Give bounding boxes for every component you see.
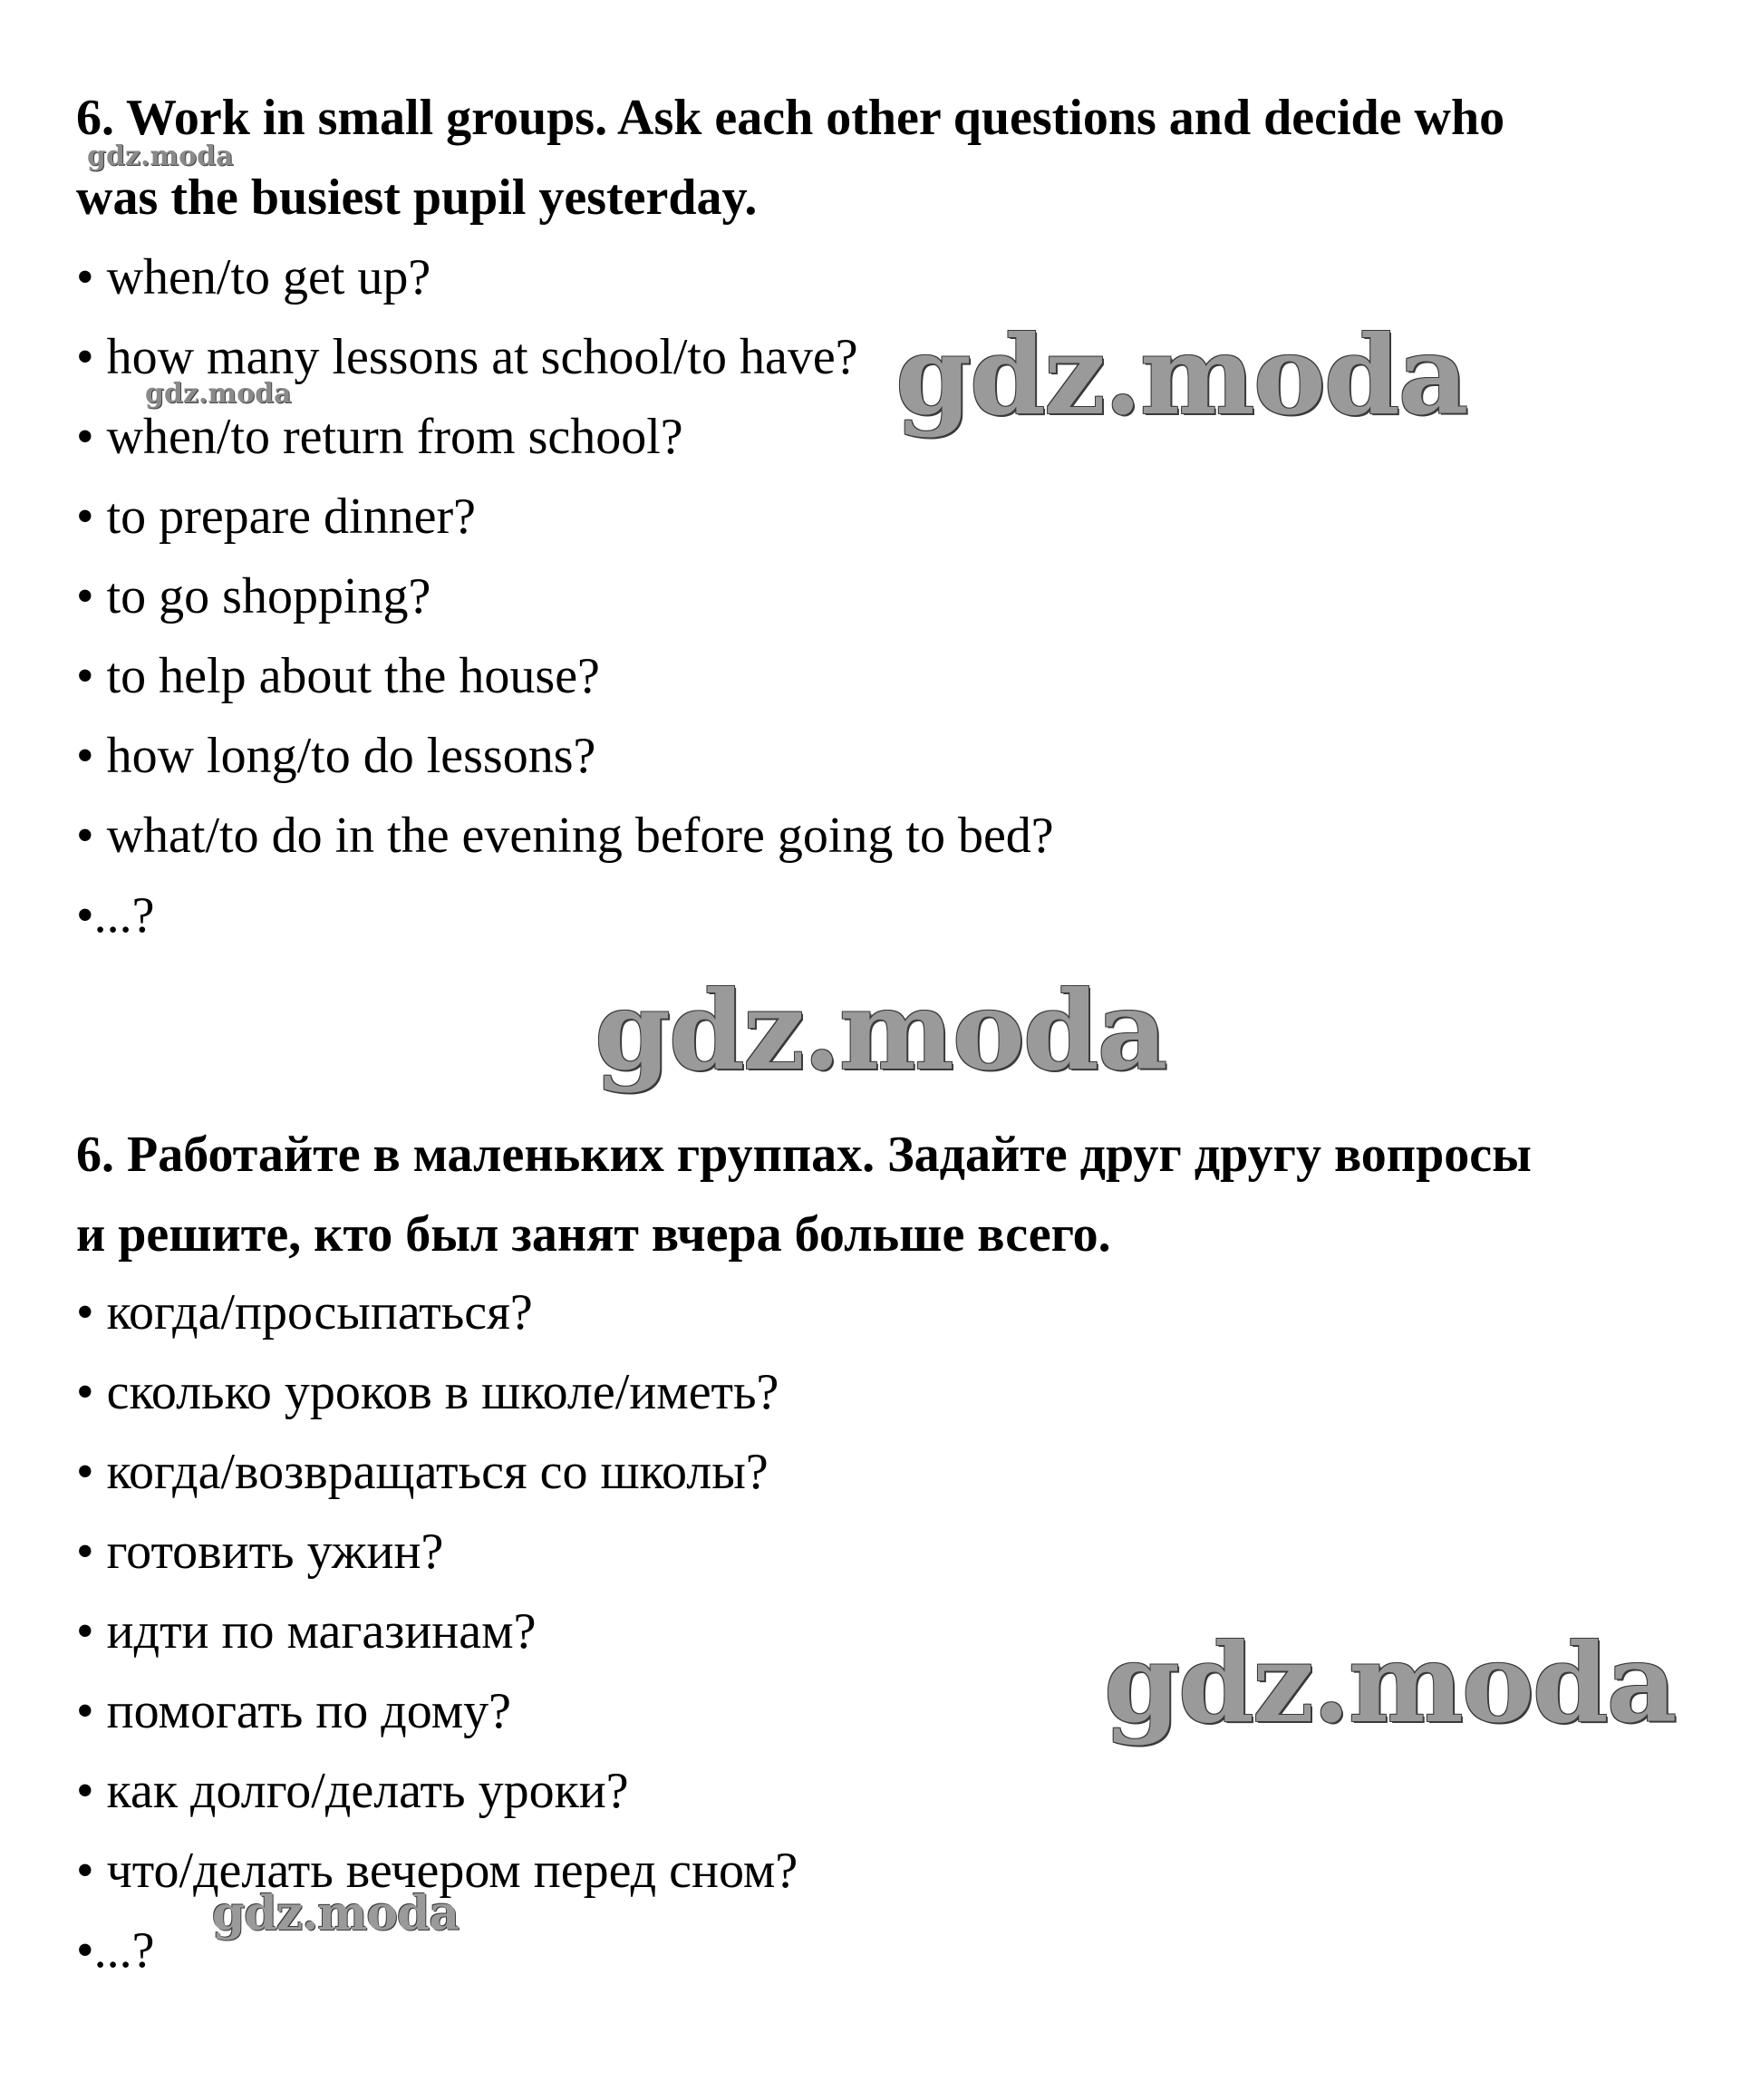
english-list-item: • when/to get up? bbox=[76, 249, 431, 305]
english-list-item: • to prepare dinner? bbox=[76, 489, 476, 545]
russian-list-item: • идти по магазинам? bbox=[76, 1603, 537, 1660]
english-list-item: • how long/to do lessons? bbox=[76, 728, 596, 784]
english-list-item: • when/to return from school? bbox=[76, 409, 683, 465]
watermark: gdz.moda bbox=[895, 312, 1467, 440]
russian-list-item: • что/делать вечером перед сном? bbox=[76, 1843, 798, 1899]
english-list-item: • to go shopping? bbox=[76, 568, 431, 624]
russian-list-item: • когда/возвращаться со школы? bbox=[76, 1444, 769, 1500]
english-list-item: • how many lessons at school/to have? bbox=[76, 329, 858, 385]
russian-heading-line2: и решите, кто был занят вчера больше всего. bbox=[76, 1206, 1111, 1263]
watermark: gdz.moda bbox=[87, 140, 234, 172]
russian-list-item: • помогать по дому? bbox=[76, 1683, 512, 1739]
russian-heading-line1: 6. Работайте в маленьких группах. Задайте друг другу вопросы bbox=[76, 1127, 1532, 1183]
english-list-item: • to help about the house? bbox=[76, 648, 600, 704]
russian-list-item: • как долго/делать уроки? bbox=[76, 1763, 629, 1819]
watermark: gdz.moda bbox=[1104, 1620, 1676, 1747]
english-heading-line2: was the busiest pupil yesterday. bbox=[76, 169, 758, 226]
russian-list-item: • готовить ужин? bbox=[76, 1524, 444, 1580]
english-heading-line1: 6. Work in small groups. Ask each other questions and decide who bbox=[76, 90, 1505, 146]
watermark: gdz.moda bbox=[145, 378, 292, 410]
watermark: gdz.moda bbox=[212, 1886, 460, 1941]
russian-list-item: •...? bbox=[76, 1922, 155, 1979]
english-list-item: •...? bbox=[76, 887, 155, 944]
russian-list-item: • когда/просыпаться? bbox=[76, 1284, 533, 1340]
english-list-item: • what/to do in the evening before going to bed? bbox=[76, 808, 1054, 864]
watermark: gdz.moda bbox=[595, 967, 1166, 1095]
russian-list-item: • сколько уроков в школе/иметь? bbox=[76, 1364, 779, 1420]
